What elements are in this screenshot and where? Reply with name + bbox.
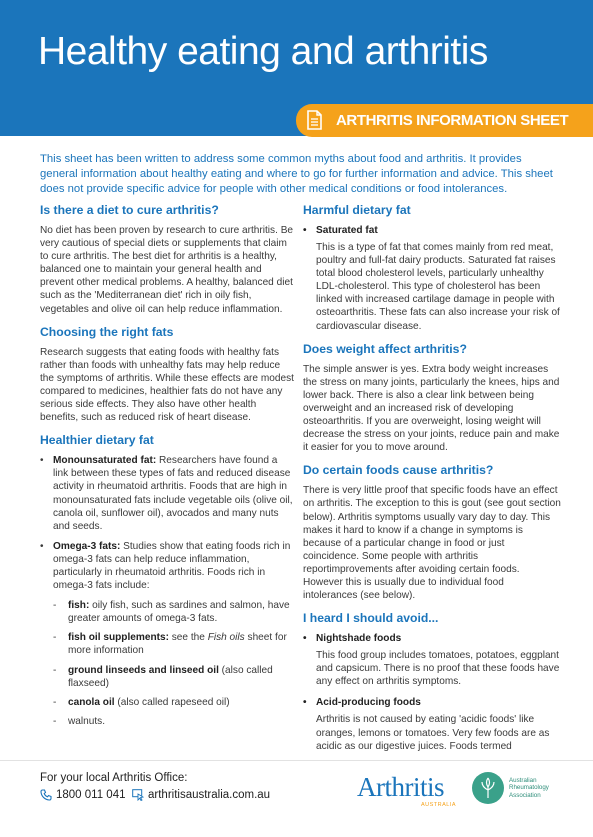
section-fats <box>40 325 295 425</box>
sub-item-fish <box>40 599 295 625</box>
section-body: Research suggests that eating foods with healthy fats rather than foods with unhealthy fats may help reduce the symptoms of arthritis. While these effects are modest compared to medicines, healthier fats do not have any serious side effects. They also have other health benefits, such as reduced risk of heart disease. <box>40 346 294 424</box>
sub-item-walnuts <box>40 715 295 728</box>
sub-label: ground linseeds and linseed oil <box>68 664 219 676</box>
bullet-omega3 <box>40 540 295 592</box>
section-avoid <box>303 611 561 753</box>
right-column <box>303 203 561 762</box>
section-cause <box>303 463 561 602</box>
bullet-body: This food group includes tomatoes, potatoes, eggplant and capsicum. There is no proof that these foods have any effect on arthritis symptoms. <box>316 650 560 688</box>
bullet-label: • Nightshade foods <box>303 632 561 645</box>
sub-item-linseed <box>40 664 295 690</box>
footer-phone[interactable] <box>40 789 126 801</box>
ara-emblem-icon <box>472 772 504 804</box>
section-heading: Is there a diet to cure arthritis? <box>40 203 219 217</box>
info-sheet-banner <box>296 104 593 137</box>
logo-subtitle: AUSTRALIA <box>421 802 457 808</box>
section-body: The simple answer is yes. Extra body weight increases the stress on many joints, particularly the knees, hips and lower back. There is also a clear link between being overweight and an increased risk of developing osteoarthritis. If you are overweight, losing weight will decrease the stress on your joints, reduce pain and make it easier for you to move around. <box>303 363 560 454</box>
phone-number[interactable]: 1800 011 041 <box>56 789 126 801</box>
footer-label: For your local Arthritis Office: <box>40 772 188 784</box>
footer-website[interactable] <box>132 789 270 801</box>
bullet-text: Studies show that eating foods rich in omega-3 fats can help reduce inflammation, particularly in rheumatoid arthritis. Foods rich in omega-3 fats include: <box>53 540 291 592</box>
left-column <box>40 203 295 737</box>
sub-item-fish-oil <box>40 631 295 657</box>
sub-text: see the <box>168 632 208 644</box>
section-heading: Do certain foods cause arthritis? <box>303 463 494 478</box>
section-heading: Harmful dietary fat <box>303 203 411 217</box>
page-title: Healthy eating and arthritis <box>38 30 488 73</box>
logo-wordmark: Arthritis <box>357 772 444 802</box>
sub-text: sheet for more information <box>68 632 287 657</box>
bullet-label: • Saturated fat <box>303 224 561 237</box>
banner-label: ARTHRITIS INFORMATION SHEET <box>336 112 569 129</box>
section-body: No diet has been proven by research to cure arthritis. Be very cautious of special diets or supplements that claim to cure arthritis. The best diet for arthritis is a healthy, balanced one to maintain your general health and prevent other medical problems. A healthy, balanced diet such as the 'Mediterranean diet' rich in oily fish, vegetables and olive oil can help reduce inflammation. <box>40 225 294 315</box>
bullet-body: Arthritis is not caused by eating 'acidic foods' like oranges, lemons or tomatoes. Very few foods are as acidic as our digestive juices. Foods termed <box>316 714 550 752</box>
section-diet <box>40 203 295 316</box>
bullet-label: • Acid-producing foods <box>303 696 561 709</box>
cursor-icon <box>132 789 144 801</box>
footer-divider <box>0 760 593 761</box>
section-heading: Does weight affect arthritis? <box>303 341 467 356</box>
sub-item-canola <box>40 696 295 709</box>
intro-paragraph: This sheet has been written to address some common myths about food and arthritis. It provides general information about healthy eating and where to go for further information and advice. This sheet does not provide specific advice for people with other medical conditions or food intolerances. <box>40 153 553 195</box>
tree-icon <box>472 772 504 804</box>
section-healthy-fat <box>40 433 295 728</box>
ara-logo <box>472 772 582 808</box>
sub-text: (also called rapeseed oil) <box>114 696 230 708</box>
arthritis-australia-logo <box>357 772 457 806</box>
bullet-body: This is a type of fat that comes mainly from red meat, poultry and full-fat dairy products. Saturated fat raises total blood cholesterol levels, particularly unhealthy LDL-cholesterol. This type of cholesterol has been linked with increased cartilage damage in people with osteoarthritis. These fats can also increase your risk of cardiovascular disease. <box>316 242 560 332</box>
sub-text: (also called flaxseed) <box>68 664 273 689</box>
bullet-monounsaturated <box>40 454 295 533</box>
sub-label: fish oil supplements: <box>68 632 169 644</box>
bullet-label: Omega-3 fats: <box>53 540 121 552</box>
sub-label: canola oil <box>68 696 115 708</box>
phone-icon <box>40 789 52 801</box>
sub-italic: Fish oils <box>207 632 245 644</box>
sub-text: walnuts. <box>68 715 106 727</box>
bullet-text: Researchers have found a link between these types of fats and reduced disease activity in rheumatoid arthritis. Foods that are high in monounsaturated fats include vegetable oils (olive oil, canola oil, sunflower oil), avocados and many nuts and seeds. <box>53 455 293 532</box>
section-harmful-fat <box>303 203 561 333</box>
section-heading: I heard I should avoid... <box>303 611 439 626</box>
ara-name: Australian Rheumatology Association <box>509 777 549 799</box>
website-link[interactable]: arthritisaustralia.com.au <box>148 789 271 801</box>
section-heading: Healthier dietary fat <box>40 433 154 448</box>
bullet-label: Monounsaturated fat: <box>53 455 157 467</box>
section-heading: Choosing the right fats <box>40 324 174 339</box>
section-body: There is very little proof that specific foods have an effect on arthritis. The exception to this is gout (see gout section below). Arthritis symptoms usually vary day to day. This makes it hard to know if a change in symptoms is because of a particular change in food or just coincidence. Some people with arthritis reportimprovements after avoiding certain foods. However this is usually due to individual food intolerances (see below). <box>303 485 561 602</box>
section-weight <box>303 342 561 455</box>
document-icon <box>307 110 322 130</box>
sub-label: fish: <box>68 600 90 612</box>
sub-text: oily fish, such as sardines and salmon, have greater amounts of omega-3 fats. <box>68 600 290 625</box>
